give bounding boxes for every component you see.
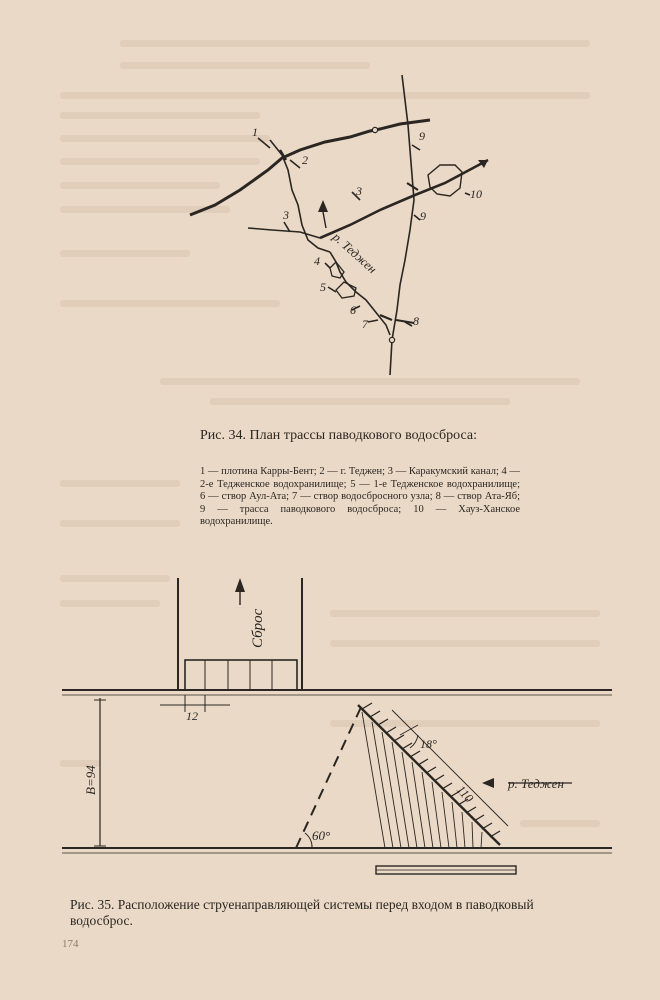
map-label-2: 2 [302,153,308,167]
angle-18-label: 18° [420,737,437,751]
figure-34-caption: Рис. 34. План трассы паводкового водосброса: [200,428,477,443]
map-label-3-canal: 3 [356,184,362,198]
sbros-label: Сброс [250,608,266,648]
figure-34-legend: 1 — плотина Карры-Бент; 2 — г. Теджен; 3 — Каракумский канал; 4 — 2-е Тедженское водохранилище; 5 — 1-е Тедженское водохранилище; 6 — створ Аул-Ата; 7 — створ водосбросного узла; 8 — створ Ата-Яб; 9 — трасса паводкового водосброса; 10 — Хауз-Ханское водохранилище. [200,466,520,527]
map-label-4: 4 [314,254,320,268]
b-label: B=94 [83,765,98,795]
angle-60-label: 60° [312,828,331,843]
river-tejen-label: р. Теджен [508,776,564,791]
map-label-7: 7 [362,317,368,331]
map-river-label: р. Теджен [329,229,380,277]
map-label-5: 5 [320,280,326,294]
map-label-8: 8 [413,314,419,328]
width-label: 12 [186,709,198,723]
map-label-9-top: 9 [419,129,425,143]
page-number: 174 [62,938,79,950]
map-label-9-bottom: 9 [420,209,426,223]
figure-35-caption: Рис. 35. Расположение струенаправляющей системы перед входом в паводковый водосброс. [70,897,534,928]
figure-34-map [150,70,510,390]
map-label-1: 1 [252,125,258,139]
map-label-6: 6 [350,303,356,317]
map-label-10: 10 [470,187,482,201]
map-label-3-left: 3 [283,208,289,222]
length-label: 110 [453,782,477,806]
figure-35-diagram [50,570,630,890]
